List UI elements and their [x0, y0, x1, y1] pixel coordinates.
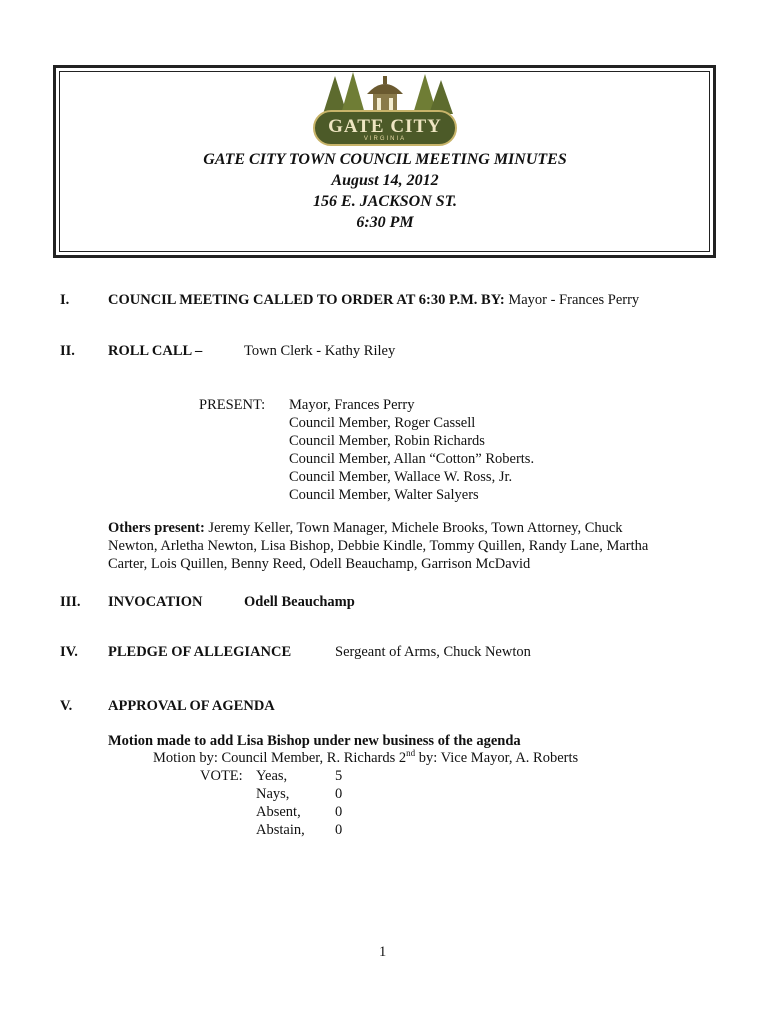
- section-3-text: Odell Beauchamp: [244, 594, 355, 610]
- motion-by-text: Motion by: Council Member, R. Richards 2: [153, 750, 407, 766]
- list-item: Council Member, Allan “Cotton” Roberts.: [289, 451, 535, 467]
- vote-label-yeas: Yeas,: [256, 768, 288, 784]
- meeting-address: 156 E. JACKSON ST.: [313, 193, 457, 210]
- others-present: [108, 519, 648, 573]
- section-1-text: Mayor - Frances Perry: [508, 292, 640, 308]
- list-item: Mayor, Frances Perry: [289, 397, 415, 413]
- motion-by: [153, 749, 578, 767]
- section-4-number: IV.: [60, 644, 78, 660]
- vote-value-abstain: 0: [335, 822, 343, 838]
- present-label: PRESENT:: [199, 397, 266, 413]
- list-item: Council Member, Wallace W. Ross, Jr.: [289, 469, 513, 485]
- document-title: GATE CITY TOWN COUNCIL MEETING MINUTES: [203, 151, 567, 168]
- list-item: Council Member, Walter Salyers: [289, 487, 479, 503]
- ordinal-suffix: nd: [406, 748, 416, 759]
- others-line: Newton, Arletha Newton, Lisa Bishop, Debbie Kindle, Tommy Quillen, Randy Lane, Martha: [108, 538, 649, 554]
- vote-labels: [256, 767, 305, 839]
- vote-values: [335, 767, 342, 839]
- list-item: Council Member, Robin Richards: [289, 433, 485, 449]
- vote-label-abstain: Abstain,: [256, 822, 305, 838]
- section-1-line: [108, 291, 639, 309]
- present-list: [289, 396, 534, 504]
- others-line: Jeremy Keller, Town Manager, Michele Brooks, Town Attorney, Chuck: [208, 520, 623, 536]
- vote-label-nays: Nays,: [256, 786, 290, 802]
- vote-label-absent: Absent,: [256, 804, 301, 820]
- section-4-heading: PLEDGE OF ALLEGIANCE: [108, 644, 292, 660]
- motion-title: Motion made to add Lisa Bishop under new business of the agenda: [108, 733, 521, 749]
- section-2-number: II.: [60, 343, 75, 359]
- section-5-heading: APPROVAL OF AGENDA: [108, 698, 275, 714]
- vote-value-nays: 0: [335, 786, 343, 802]
- section-3-number: III.: [60, 594, 81, 610]
- vote-value-absent: 0: [335, 804, 343, 820]
- page-number: 1: [379, 944, 387, 960]
- logo-subtext: VIRGINIA: [363, 136, 407, 142]
- logo-badge: [313, 110, 457, 146]
- section-2-heading: ROLL CALL –: [108, 343, 203, 359]
- section-4-text: Sergeant of Arms, Chuck Newton: [335, 644, 531, 660]
- meeting-date: August 14, 2012: [331, 172, 439, 189]
- second-by-text: by: Vice Mayor, A. Roberts: [415, 750, 579, 766]
- section-1-number: I.: [60, 292, 70, 308]
- vote-value-yeas: 5: [335, 768, 343, 784]
- others-present-label: Others present:: [108, 520, 205, 536]
- section-3-heading: INVOCATION: [108, 594, 203, 610]
- section-2-text: Town Clerk - Kathy Riley: [244, 343, 396, 359]
- section-1-heading: COUNCIL MEETING CALLED TO ORDER AT 6:30 P.M. BY:: [108, 292, 505, 308]
- meeting-time: 6:30 PM: [356, 214, 414, 231]
- list-item: Council Member, Roger Cassell: [289, 415, 476, 431]
- gate-city-logo: [303, 70, 467, 154]
- vote-label: VOTE:: [200, 768, 243, 784]
- others-line: Carter, Lois Quillen, Benny Reed, Odell Beauchamp, Garrison McDavid: [108, 556, 531, 572]
- logo-text: GATE CITY: [328, 116, 442, 137]
- section-5-number: V.: [60, 698, 73, 714]
